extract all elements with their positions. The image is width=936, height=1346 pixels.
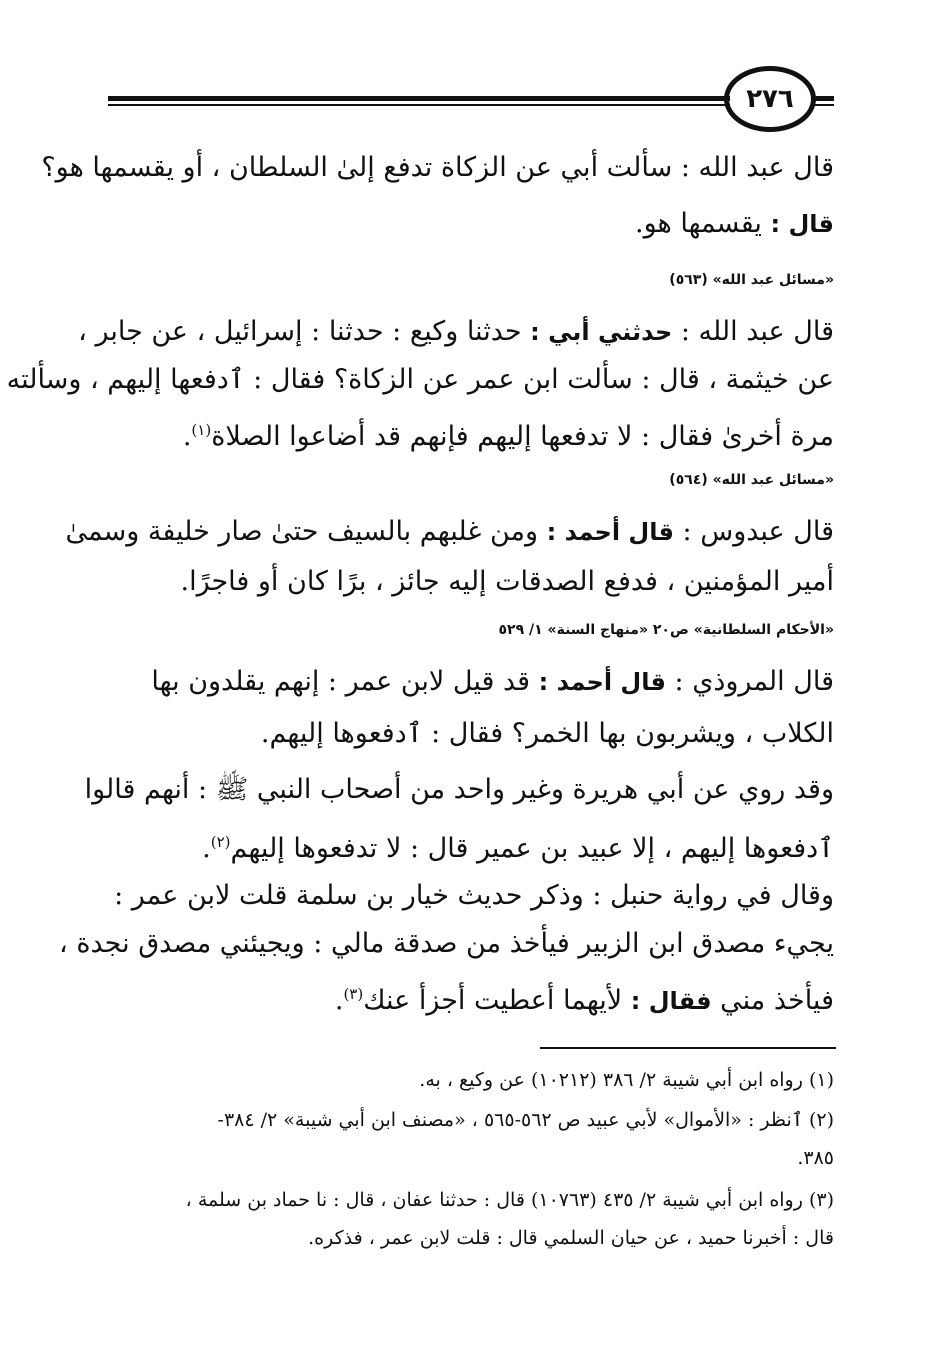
text: فيأخذ مني [711, 985, 834, 1016]
text: يقسمها هو. [635, 208, 771, 239]
text: لأيهما أعطيت أجزأ عنك [363, 985, 631, 1016]
speaker: قال أحمد : [546, 518, 674, 546]
source-reference: «مسائل عبد الله» (٥٦٤) [669, 472, 834, 488]
text: قال عبد الله : [672, 316, 834, 347]
footnote-marker: (١) [191, 421, 212, 439]
footnote: (١) رواه ابن أبي شيبة ٢/ ٣٨٦ (١٠٢١٢) عن وكيع ، به. [419, 1069, 834, 1091]
text-line [114, 878, 834, 914]
text-line [202, 824, 834, 867]
text: . [334, 985, 344, 1016]
text: . [182, 421, 192, 452]
footnote-continuation: قال : أخبرنا حميد ، عن حيان السلمي قال : قلت لابن عمر ، فذكره. [308, 1227, 834, 1249]
footnote-marker: (٢) [210, 833, 231, 851]
text: وقد روي عن أبي هريرة وغير واحد من أصحاب النبي ﷺ : أنهم قالوا [84, 774, 834, 805]
text: قد قيل لابن عمر : إنهم يقلدون بها [151, 666, 539, 697]
text-line [335, 976, 834, 1019]
speaker: قال أحمد : [538, 668, 666, 696]
text: . [202, 833, 211, 864]
footnote-separator [540, 1047, 836, 1049]
source-reference: «الأحكام السلطانية» ص٢٠ «منهاج السنة» ١/ ٥٢٩ [498, 622, 834, 638]
page-number: ٢٧٦ [724, 66, 816, 132]
text: قال عبد الله : سألت أبي عن الزكاة تدفع إلىٰ السلطان ، أو يقسمها هو؟ [41, 152, 834, 183]
footnote-marker: (٣) [343, 985, 364, 1003]
text: ومن غلبهم بالسيف حتىٰ صار خليفة وسمىٰ [65, 516, 547, 547]
footnote: (٣) رواه ابن أبي شيبة ٢/ ٤٣٥ (١٠٧٦٣) قال : حدثنا عفان ، قال : نا حماد بن سلمة ، [185, 1189, 834, 1211]
footnote-continuation: ٣٨٥. [797, 1147, 834, 1169]
text: ٱدفعوها إليهم ، إلا عبيد بن عمير قال : لا تدفعوها إليهم [230, 833, 834, 864]
footnote: (٢) ٱنظر : «الأموال» لأبي عبيد ص ٥٦٢-٥٦٥ ، «مصنف ابن أبي شيبة» ٢/ ٣٨٤- [217, 1109, 834, 1131]
speaker: قال : [770, 210, 834, 238]
text-line [41, 150, 834, 186]
text-line [59, 926, 834, 962]
text-line [151, 664, 834, 700]
speaker: فقال : [630, 987, 712, 1015]
text: الكلاب ، ويشربون بها الخمر؟ فقال : ٱدفعوها إليهم. [260, 718, 834, 749]
text: قال المروذي : [665, 666, 834, 697]
text: وقال في رواية حنبل : وذكر حديث خيار بن سلمة قلت لابن عمر : [114, 880, 834, 911]
source-reference: «مسائل عبد الله» (٥٦٣) [669, 272, 834, 288]
header-rule [108, 96, 730, 101]
text-line [635, 206, 834, 242]
text: مرة أخرىٰ فقال : لا تدفعها إليهم فإنهم قد أضاعوا الصلاة [211, 421, 834, 452]
text-line [183, 412, 834, 455]
text: عن خيثمة ، قال : سألت ابن عمر عن الزكاة؟ فقال : ٱدفعها إليهم ، وسألته [6, 364, 834, 395]
text-line [66, 514, 835, 550]
text: أمير المؤمنين ، فدفع الصدقات إليه جائز ، برًا كان أو فاجرًا. [180, 566, 834, 597]
text-line [7, 362, 834, 398]
header-rule-thin [108, 104, 730, 106]
text-line [85, 772, 834, 808]
text-line [261, 716, 834, 752]
text-line [180, 564, 834, 600]
text: يجيء مصدق ابن الزبير فيأخذ من صدقة مالي : ويجيئني مصدق نجدة ، [59, 928, 834, 959]
text-line [78, 314, 834, 350]
text: قال عبدوس : [673, 516, 834, 547]
speaker: حدثني أبي : [530, 318, 673, 346]
text: حدثنا وكيع : حدثنا : إسرائيل ، عن جابر ، [78, 316, 531, 347]
